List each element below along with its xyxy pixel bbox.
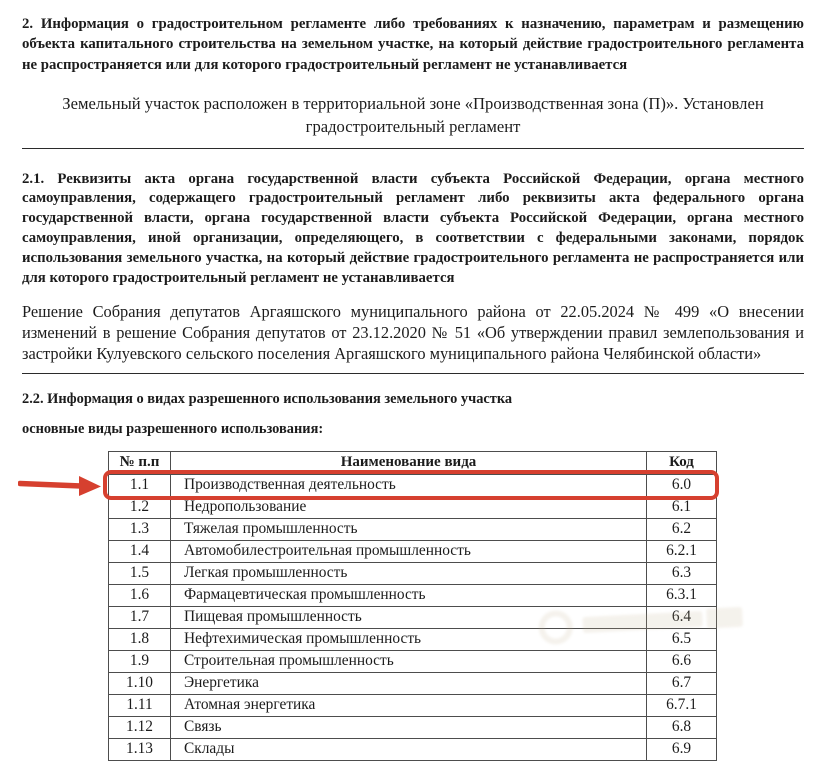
- row-num: 1.7: [109, 606, 171, 628]
- row-code: 6.6: [647, 650, 717, 672]
- column-header-code: Код: [647, 451, 717, 474]
- column-header-name: Наименование вида: [171, 451, 647, 474]
- row-name: Тяжелая промышленность: [171, 518, 647, 540]
- row-code: 6.0: [647, 474, 717, 496]
- act-details-paragraph: Решение Собрания депутатов Аргаяшского муниципального района от 22.05.2024 № 499 «О внесении изменений в решение Собрания депутатов от 23.12.2020 № 51 «Об утверждении правил землепользования и застройки Кулуевского сельского поселения Аргаяшского муниципального района Челябинской области»: [22, 301, 804, 374]
- row-code: 6.2: [647, 518, 717, 540]
- row-num: 1.1: [109, 474, 171, 496]
- row-name: Связь: [171, 716, 647, 738]
- row-code: 6.5: [647, 628, 717, 650]
- section-2-2-heading: 2.2. Информация о видах разрешенного использования земельного участка: [22, 390, 513, 407]
- row-num: 1.6: [109, 584, 171, 606]
- table-row: [109, 562, 717, 584]
- row-code: 6.4: [647, 606, 717, 628]
- table-header-row: [109, 451, 717, 474]
- row-name: Фармацевтическая промышленность: [171, 584, 647, 606]
- row-num: 1.5: [109, 562, 171, 584]
- row-code: 6.3.1: [647, 584, 717, 606]
- table-row: [109, 496, 717, 518]
- main-uses-label: основные виды разрешенного использования:: [22, 420, 324, 437]
- row-num: 1.3: [109, 518, 171, 540]
- row-num: 1.9: [109, 650, 171, 672]
- table-row: [109, 474, 717, 496]
- row-code: 6.7: [647, 672, 717, 694]
- zone-statement: Земельный участок расположен в территориальной зоне «Производственная зона (П)». Установлен градостроительный регламент: [22, 92, 804, 148]
- table-row: [109, 650, 717, 672]
- row-code: 6.2.1: [647, 540, 717, 562]
- row-num: 1.4: [109, 540, 171, 562]
- table-row: [109, 694, 717, 716]
- row-name: Склады: [171, 738, 647, 760]
- row-name: Энергетика: [171, 672, 647, 694]
- table-row: [109, 540, 717, 562]
- row-name: Строительная промышленность: [171, 650, 647, 672]
- table-row: [109, 518, 717, 540]
- table-row: [109, 584, 717, 606]
- land-use-table: [108, 451, 717, 761]
- row-num: 1.11: [109, 694, 171, 716]
- table-row: [109, 716, 717, 738]
- red-arrow-icon: [18, 473, 102, 499]
- row-code: 6.9: [647, 738, 717, 760]
- row-name: Пищевая промышленность: [171, 606, 647, 628]
- row-name: Легкая промышленность: [171, 562, 647, 584]
- section-2-1-heading: 2.1. Реквизиты акта органа государственной власти субъекта Российской Федерации, органа местного самоуправления, содержащего градостроительный регламент либо реквизиты акта федерального органа государственной власти, органа государственной власти субъекта Российской Федерации, органа местного самоуправления, иной организации, определяющего, в соответствии с федеральными законами, порядок использования земельного участка, на который действие градостроительного регламента не распространяется или для которого градостроительный регламент не устанавливается: [22, 170, 804, 286]
- column-header-num: № п.п: [109, 451, 171, 474]
- section-2-heading: 2. Информация о градостроительном регламенте либо требованиях к назначению, параметрам и размещению объекта капитального строительства на земельном участке, на который действие градостроительного регламента не распространяется или для которого градостроительный регламент не устанавливается: [22, 16, 804, 73]
- row-code: 6.7.1: [647, 694, 717, 716]
- table-row: [109, 672, 717, 694]
- row-name: Атомная энергетика: [171, 694, 647, 716]
- row-num: 1.12: [109, 716, 171, 738]
- row-code: 6.3: [647, 562, 717, 584]
- row-num: 1.13: [109, 738, 171, 760]
- row-code: 6.8: [647, 716, 717, 738]
- table-row: [109, 738, 717, 760]
- row-num: 1.2: [109, 496, 171, 518]
- row-code: 6.1: [647, 496, 717, 518]
- row-name: Недропользование: [171, 496, 647, 518]
- row-num: 1.10: [109, 672, 171, 694]
- row-name: Производственная деятельность: [171, 474, 647, 496]
- table-row: [109, 606, 717, 628]
- land-use-table-wrapper: [108, 451, 716, 761]
- row-name: Автомобилестроительная промышленность: [171, 540, 647, 562]
- row-name: Нефтехимическая промышленность: [171, 628, 647, 650]
- row-num: 1.8: [109, 628, 171, 650]
- table-row: [109, 628, 717, 650]
